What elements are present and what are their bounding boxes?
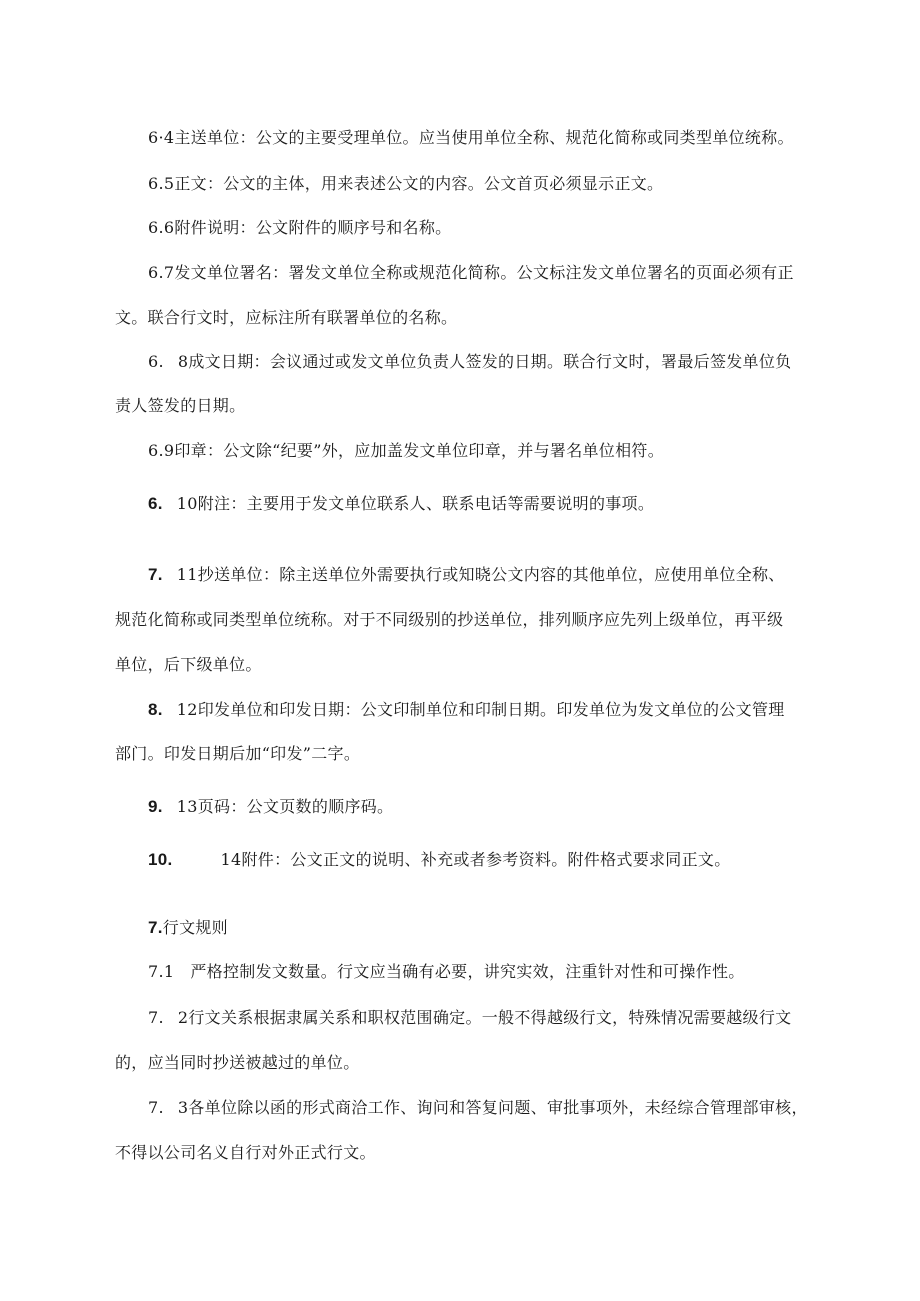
para-6-5: 6.5正文：公文的主体，用来表述公文的内容。公文首页必须显示正文。 — [148, 174, 664, 193]
para-11-line2: 规范化简称或同类型单位统称。对于不同级别的抄送单位，排列顺序应先列上级单位，再平级 — [115, 610, 784, 629]
list-number: 9. — [148, 797, 163, 816]
para-6-8-line2: 责人签发的日期。 — [115, 396, 246, 415]
para-text: 严格控制发文数量。行文应当确有必要，讲究实效，注重针对性和可操作性。 — [190, 962, 745, 981]
para-text: 3各单位除以函的形式商洽工作、询问和答复问题、审批事项外，未经综合管理部审核， — [177, 1098, 808, 1117]
para-7-3-line1 — [148, 1098, 808, 1118]
para-6-10 — [148, 494, 654, 514]
para-6-7-line1: 6.7发文单位署名：署发文单位全称或规范化简称。公文标注发文单位署名的页面必须有正 — [148, 263, 794, 282]
para-6-7-line2: 文。联合行文时，应标注所有联署单位的名称。 — [115, 308, 458, 327]
para-7-1 — [148, 962, 745, 982]
section-heading-7 — [148, 918, 228, 938]
para-7-2-line2: 的，应当同时抄送被越过的单位。 — [115, 1053, 360, 1072]
list-number: 6. — [148, 494, 163, 513]
section-number: 7. — [148, 918, 163, 937]
para-text: 2行文关系根据隶属关系和职权范围确定。一般不得越级行文，特殊情况需要越级行文 — [177, 1008, 792, 1027]
para-text: 12印发单位和印发日期：公文印制单位和印制日期。印发单位为发文单位的公文管理 — [176, 700, 785, 719]
list-number: 7. — [148, 1098, 164, 1117]
para-6-4: 6·4主送单位：公文的主要受理单位。应当使用单位全称、规范化简称或同类型单位统称。 — [148, 128, 794, 147]
para-7-3-line2: 不得以公司名义自行对外正式行文。 — [115, 1143, 376, 1162]
para-13 — [148, 797, 393, 817]
para-14 — [148, 850, 731, 870]
para-12-line2: 部门。印发日期后加“印发”二字。 — [115, 744, 361, 763]
para-text: 13页码：公文页数的顺序码。 — [176, 797, 394, 816]
list-number: 8. — [148, 700, 163, 719]
para-text: 8成文日期：会议通过或发文单位负责人签发的日期。联合行文时，署最后签发单位负 — [177, 352, 792, 371]
para-7-2-line1 — [148, 1008, 791, 1028]
list-number: 7. — [148, 565, 163, 584]
para-text: 10附注：主要用于发文单位联系人、联系电话等需要说明的事项。 — [176, 494, 655, 513]
list-number: 7.1 — [148, 962, 175, 981]
para-6-8-line1 — [148, 352, 791, 372]
section-title: 行文规则 — [162, 918, 228, 937]
para-11-line3: 单位，后下级单位。 — [115, 655, 262, 674]
list-number: 7. — [148, 1008, 164, 1027]
para-11-line1 — [148, 565, 785, 585]
para-6-9: 6.9印章：公文除“纪要”外，应加盖发文单位印章，并与署名单位相符。 — [148, 441, 665, 460]
para-text: 14附件：公文正文的说明、补充或者参考资料。附件格式要求同正文。 — [220, 850, 731, 869]
list-number: 10. — [148, 850, 173, 869]
para-text: 11抄送单位：除主送单位外需要执行或知晓公文内容的其他单位，应使用单位全称、 — [176, 565, 785, 584]
list-number: 6. — [148, 352, 164, 371]
para-12-line1 — [148, 700, 785, 720]
para-6-6: 6.6附件说明：公文附件的顺序号和名称。 — [148, 218, 452, 237]
